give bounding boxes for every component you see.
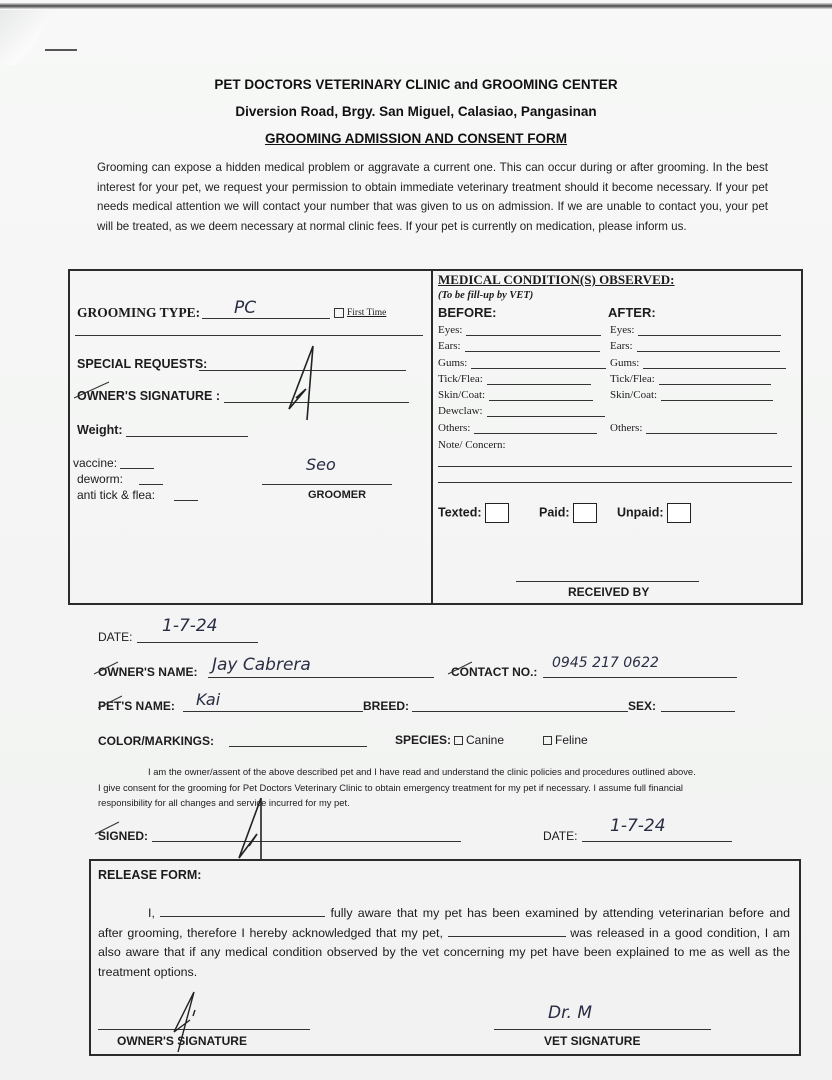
before-field-line[interactable] bbox=[487, 374, 591, 385]
note-concern-label: Note/ Concern: bbox=[438, 439, 506, 451]
paid-label: Paid: bbox=[539, 505, 570, 520]
date-value[interactable]: 1-7-24 bbox=[162, 616, 218, 636]
received-by-line[interactable] bbox=[516, 581, 699, 582]
consent-signature-mark bbox=[235, 790, 275, 862]
contact-line[interactable] bbox=[543, 677, 737, 678]
checkmark-signed bbox=[93, 820, 123, 836]
date-label: DATE: bbox=[98, 630, 133, 644]
feline-label: Feline bbox=[555, 733, 588, 747]
after-field-row bbox=[610, 357, 786, 369]
before-field-row bbox=[438, 422, 597, 434]
staple bbox=[45, 49, 77, 51]
breed-line[interactable] bbox=[412, 711, 628, 712]
canine-checkbox[interactable] bbox=[454, 736, 463, 745]
release-owner-blank[interactable] bbox=[160, 906, 325, 917]
checkmark-owner-sig bbox=[72, 380, 112, 400]
after-label: AFTER: bbox=[608, 305, 656, 320]
clinic-address: Diversion Road, Brgy. San Miguel, Calasiao, Pangasinan bbox=[235, 104, 597, 119]
release-text-a: I, bbox=[148, 906, 161, 920]
special-requests-label: SPECIAL REQUESTS: bbox=[77, 357, 208, 371]
species-canine-option[interactable] bbox=[454, 733, 504, 747]
before-field-line[interactable] bbox=[489, 390, 593, 401]
release-owner-signature-mark bbox=[166, 990, 206, 1062]
consent-line-3: responsibility for all changes and service incurred for my pet. bbox=[98, 797, 350, 808]
unpaid-option[interactable] bbox=[617, 503, 691, 523]
before-field-label: Skin/Coat: bbox=[438, 389, 486, 401]
pet-name-value[interactable]: Kai bbox=[196, 690, 221, 709]
intro-paragraph: Grooming can expose a hidden medical problem or aggravate a current one. This can occur during or after grooming. In the best interest for your pet, we request your permission to obtain immediate veterinary treatment should it become necessary. If your pet needs medical attention we will contact your number that was given to us on admission. If we are unable to contact you, your pet will be treated, as we deem necessary at normal clinic fees. If your pet is currently on medication, please inform us. bbox=[97, 161, 768, 233]
box-divider bbox=[431, 269, 433, 603]
note-line-2[interactable] bbox=[438, 482, 792, 483]
first-time-option[interactable] bbox=[334, 308, 386, 318]
before-field-line[interactable] bbox=[465, 341, 600, 352]
owner-name-label: OWNER'S NAME: bbox=[98, 665, 198, 679]
before-field-line[interactable] bbox=[471, 358, 606, 369]
after-field-row bbox=[610, 340, 780, 352]
release-owner-signature-label: OWNER'S SIGNATURE bbox=[117, 1034, 247, 1048]
before-field-row bbox=[438, 389, 593, 401]
species-feline-option[interactable] bbox=[543, 733, 588, 747]
owner-name-line[interactable] bbox=[208, 677, 434, 678]
vet-signature-line[interactable] bbox=[494, 1029, 711, 1030]
anti-tick-label: anti tick & flea: bbox=[77, 488, 156, 502]
signed-label: SIGNED: bbox=[98, 829, 149, 843]
grooming-type-label: GROOMING TYPE: bbox=[77, 305, 201, 320]
pet-name-line[interactable] bbox=[183, 711, 363, 712]
species-label: SPECIES: bbox=[395, 733, 452, 747]
consent-date-line[interactable] bbox=[582, 841, 732, 842]
consent-date-value[interactable]: 1-7-24 bbox=[610, 816, 666, 836]
before-field-label: Eyes: bbox=[438, 324, 463, 336]
after-field-row bbox=[610, 389, 773, 401]
unpaid-checkbox[interactable] bbox=[667, 503, 691, 523]
grooming-type-value[interactable]: PC bbox=[234, 298, 257, 318]
weight-label: Weight: bbox=[77, 423, 123, 437]
after-field-line[interactable] bbox=[637, 341, 780, 352]
owner-signature-label: OWNER'S SIGNATURE : bbox=[77, 389, 221, 403]
date-line[interactable] bbox=[137, 642, 258, 643]
contact-label: CONTACT NO.: bbox=[451, 665, 538, 679]
release-paragraph bbox=[98, 904, 790, 982]
medical-subtitle: (To be fill-up by VET) bbox=[438, 290, 534, 301]
after-field-label: Tick/Flea: bbox=[610, 373, 655, 385]
before-field-label: Others: bbox=[438, 422, 471, 434]
before-field-row bbox=[438, 324, 601, 336]
after-field-line[interactable] bbox=[659, 374, 771, 385]
before-field-label: Ears: bbox=[438, 340, 461, 352]
vaccine-line[interactable] bbox=[120, 468, 154, 469]
after-field-label: Ears: bbox=[610, 340, 633, 352]
deworm-line[interactable] bbox=[139, 484, 163, 485]
before-field-line[interactable] bbox=[466, 325, 601, 336]
groomer-signature: Seo bbox=[306, 455, 336, 474]
after-field-row bbox=[610, 324, 781, 336]
after-field-line[interactable] bbox=[643, 358, 786, 369]
contact-value[interactable]: 0945 217 0622 bbox=[552, 655, 659, 671]
after-field-row bbox=[610, 422, 777, 434]
unpaid-label: Unpaid: bbox=[617, 505, 664, 520]
before-label: BEFORE: bbox=[438, 305, 497, 320]
texted-label: Texted: bbox=[438, 505, 482, 520]
vet-signature-value: Dr. M bbox=[548, 1003, 592, 1023]
after-field-line[interactable] bbox=[661, 390, 773, 401]
after-field-label: Others: bbox=[610, 422, 643, 434]
before-field-row bbox=[438, 405, 605, 417]
release-text-c: was released in a good condition, I am also aware that if any medical condition observed by the vet concerning my pet have been explained to me as well as the treatment options. bbox=[98, 925, 790, 979]
before-field-label: Dewclaw: bbox=[438, 405, 483, 417]
after-field-row bbox=[610, 373, 771, 385]
breed-label: BREED: bbox=[363, 699, 410, 713]
color-markings-label: COLOR/MARKINGS: bbox=[98, 734, 214, 748]
weight-line[interactable] bbox=[126, 436, 248, 437]
vaccine-label: vaccine: bbox=[73, 456, 118, 470]
note-line-1[interactable] bbox=[438, 466, 792, 467]
feline-checkbox[interactable] bbox=[543, 736, 552, 745]
consent-date-label: DATE: bbox=[543, 829, 578, 843]
sex-label: SEX: bbox=[628, 699, 657, 713]
release-title: RELEASE FORM: bbox=[98, 868, 202, 882]
after-field-label: Gums: bbox=[610, 357, 640, 369]
owner-signature-mark bbox=[280, 342, 330, 422]
pet-name-label: PET'S NAME: bbox=[98, 699, 175, 713]
grooming-type-line bbox=[202, 318, 330, 319]
checkmark-contact bbox=[446, 660, 476, 676]
scanner-edge bbox=[0, 3, 832, 9]
vet-signature-label: VET SIGNATURE bbox=[544, 1034, 641, 1048]
consent-line-1: I am the owner/assent of the above described pet and I have read and understand the clinic policies and procedures outlined above. bbox=[148, 766, 696, 777]
grooming-type-line-2 bbox=[75, 335, 423, 336]
before-field-label: Gums: bbox=[438, 357, 468, 369]
paid-checkbox[interactable] bbox=[573, 503, 597, 523]
texted-option[interactable] bbox=[438, 503, 509, 523]
checkmark-pet-name bbox=[96, 694, 126, 710]
after-field-label: Skin/Coat: bbox=[610, 389, 658, 401]
anti-tick-line[interactable] bbox=[174, 500, 198, 501]
signed-line[interactable] bbox=[152, 841, 461, 842]
after-field-line[interactable] bbox=[638, 325, 781, 336]
groomer-label: GROOMER bbox=[308, 489, 367, 501]
before-field-row bbox=[438, 357, 606, 369]
sex-line[interactable] bbox=[661, 711, 735, 712]
color-markings-line[interactable] bbox=[229, 746, 367, 747]
medical-title: MEDICAL CONDITION(S) OBSERVED: bbox=[438, 272, 675, 287]
before-field-line[interactable] bbox=[474, 423, 597, 434]
first-time-checkbox[interactable] bbox=[334, 308, 344, 318]
before-field-row bbox=[438, 373, 591, 385]
texted-checkbox[interactable] bbox=[485, 503, 509, 523]
deworm-label: deworm: bbox=[77, 472, 124, 486]
clinic-name: PET DOCTORS VETERINARY CLINIC and GROOMING CENTER bbox=[214, 77, 618, 92]
consent-line-2: I give consent for the grooming for Pet Doctors Veterinary Clinic to obtain emergency treatment for my pet if necessary. I assume full financial bbox=[98, 782, 683, 793]
before-field-label: Tick/Flea: bbox=[438, 373, 483, 385]
groomer-line[interactable] bbox=[262, 484, 392, 485]
first-time-label: First Time bbox=[347, 308, 387, 319]
after-field-line[interactable] bbox=[646, 423, 777, 434]
canine-label: Canine bbox=[466, 733, 505, 747]
received-by-label: RECEIVED BY bbox=[568, 585, 650, 599]
before-field-line[interactable] bbox=[487, 406, 605, 417]
paid-option[interactable] bbox=[539, 503, 597, 523]
after-field-label: Eyes: bbox=[610, 324, 635, 336]
owner-name-value[interactable]: Jay Cabrera bbox=[212, 655, 311, 675]
release-text-b: fully aware that my pet has been examined by attending veterinarian before and after grooming, therefore I hereby acknowledged that my pet, bbox=[98, 906, 791, 940]
before-field-row bbox=[438, 340, 600, 352]
form-title: GROOMING ADMISSION AND CONSENT FORM bbox=[265, 131, 567, 146]
release-pet-blank[interactable] bbox=[448, 926, 566, 937]
checkmark-owner-name bbox=[92, 660, 122, 676]
